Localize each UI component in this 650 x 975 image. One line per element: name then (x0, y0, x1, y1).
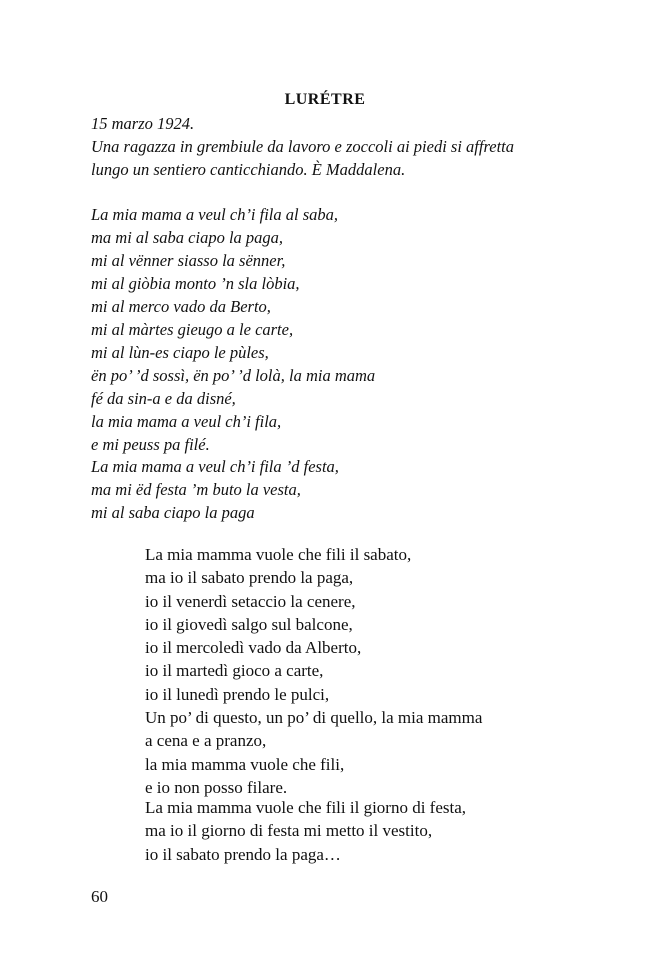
verse-line: La mia mama a veul ch’i fila al saba, (91, 205, 339, 224)
verse-line: mi al lùn-es ciapo le pùles, (91, 343, 269, 362)
intro-line: 15 marzo 1924. (91, 114, 195, 133)
intro-line: Una ragazza in grembiule da lavoro e zoccoli ai piedi si affretta (91, 137, 515, 156)
verse-line: mi al giòbia monto ’n sla lòbia, (91, 274, 300, 293)
verse-line: e mi peuss pa filé. (91, 435, 210, 454)
verse-line: La mia mama a veul ch’i fila ’d festa, (91, 457, 339, 476)
verse-line: mi al màrtes gieugo a le carte, (91, 320, 294, 339)
verse-line: ën po’ ’d sossì, ën po’ ’d lolà, la mia mama (91, 366, 376, 385)
poem-title: LURÉTRE (284, 91, 366, 108)
translation-line: io il martedì gioco a carte, (145, 661, 324, 681)
translation-line: la mia mamma vuole che fili, (145, 754, 345, 774)
translation-line: Un po’ di questo, un po’ di quello, la mia mamma (145, 708, 483, 728)
translation-line: io il venerdì setaccio la cenere, (145, 591, 356, 611)
verse-line: la mia mama a veul ch’i fila, (91, 412, 282, 431)
dialect-stanza-1 (91, 203, 375, 456)
verse-line: mi al merco vado da Berto, (91, 297, 271, 316)
verse-line: ma mi ëd festa ’m buto la vesta, (91, 480, 301, 499)
translation-line: io il lunedì prendo le pulci, (145, 684, 330, 704)
translation-line: io il giovedì salgo sul balcone, (145, 614, 353, 634)
verse-line: ma mi al saba ciapo la paga, (91, 228, 284, 247)
translation-stanza-1 (145, 543, 482, 799)
intro-stage-direction (91, 112, 514, 181)
translation-line: La mia mamma vuole che fili il giorno di festa, (145, 798, 467, 817)
translation-line: io il sabato prendo la paga… (145, 844, 341, 864)
translation-line: ma io il giorno di festa mi metto il vestito, (145, 821, 433, 841)
translation-line: io il mercoledì vado da Alberto, (145, 638, 362, 658)
verse-line: mi al vënner siasso la sënner, (91, 251, 286, 270)
page-number: 60 (91, 887, 108, 906)
translation-line: ma io il sabato prendo la paga, (145, 568, 354, 588)
intro-line: lungo un sentiero canticchiando. È Maddalena. (91, 160, 406, 179)
translation-line: La mia mamma vuole che fili il sabato, (145, 545, 412, 564)
translation-line: e io non posso filare. (145, 777, 288, 797)
translation-stanza-2 (145, 796, 466, 866)
verse-line: fé da sin-a e da disné, (91, 389, 236, 408)
translation-line: a cena e a pranzo, (145, 731, 267, 751)
verse-line: mi al saba ciapo la paga (91, 503, 255, 522)
dialect-stanza-2 (91, 455, 339, 524)
